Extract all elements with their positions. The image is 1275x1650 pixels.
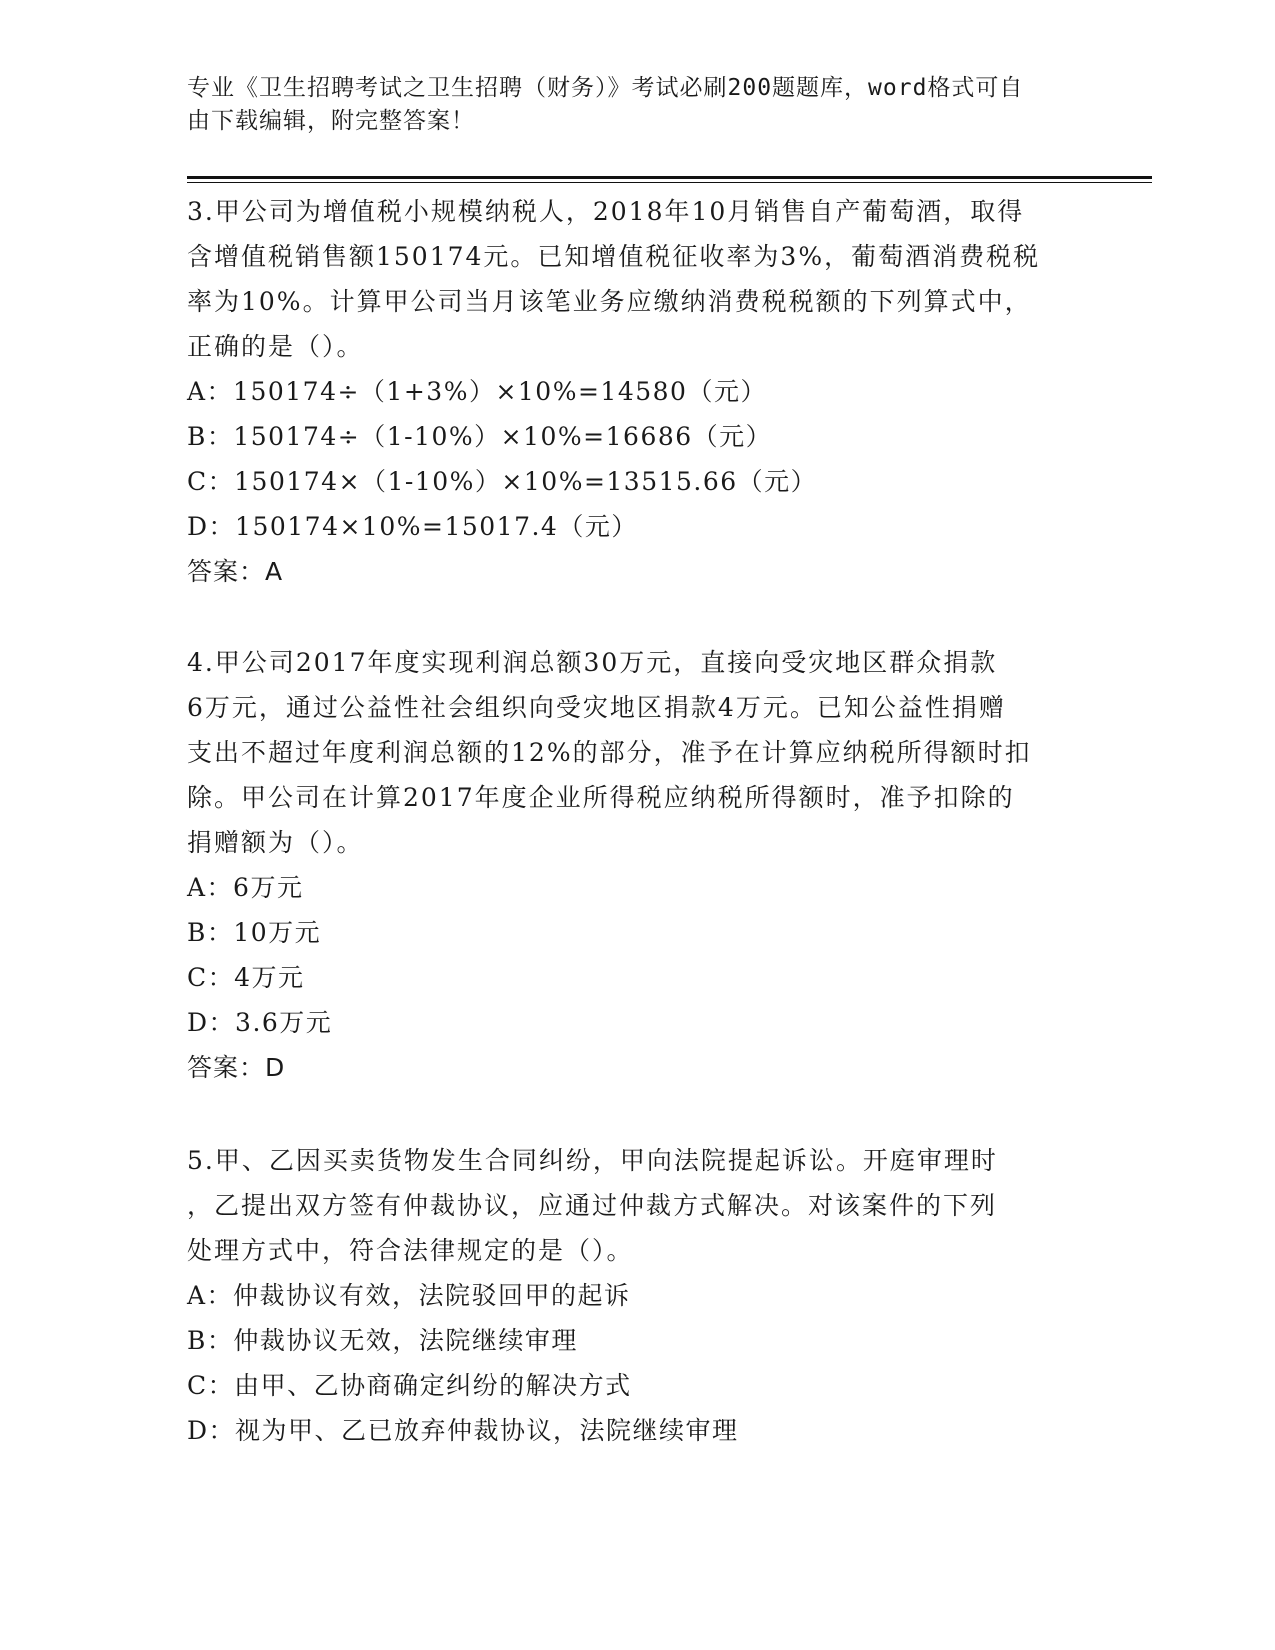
option-b: B：10万元	[187, 918, 322, 947]
question-stem-line: 正确的是（）。	[187, 332, 364, 361]
answer-label: 答案：D	[187, 1053, 286, 1082]
question-5	[187, 1138, 1087, 1453]
question-stem-line: 含增值税销售额150174元。已知增值税征收率为3%，葡萄酒消费税税	[187, 242, 1041, 271]
option-d: D：150174×10%=15017.4（元）	[187, 512, 638, 541]
question-stem-line: ，乙提出双方签有仲裁协议，应通过仲裁方式解决。对该案件的下列	[187, 1191, 998, 1220]
option-d: D：3.6万元	[187, 1008, 333, 1037]
answer-label: 答案：A	[187, 557, 284, 586]
option-a: A：6万元	[187, 873, 304, 902]
header-rule-thick	[187, 176, 1152, 179]
header-rule-thin	[187, 182, 1152, 183]
question-stem-line: 6万元，通过公益性社会组织向受灾地区捐款4万元。已知公益性捐赠	[187, 693, 1006, 722]
option-b: B：仲裁协议无效，法院继续审理	[187, 1326, 578, 1355]
option-c: C：150174×（1-10%）×10%=13515.66（元）	[187, 467, 818, 496]
question-stem-line: 处理方式中，符合法律规定的是（）。	[187, 1236, 634, 1265]
question-3	[187, 189, 1087, 594]
question-stem-line: 支出不超过年度利润总额的12%的部分，准予在计算应纳税所得额时扣	[187, 738, 1032, 767]
option-c: C：由甲、乙协商确定纠纷的解决方式	[187, 1371, 632, 1400]
document-header	[187, 72, 1067, 138]
question-stem-line: 4.甲公司2017年度实现利润总额30万元，直接向受灾地区群众捐款	[187, 648, 998, 677]
question-stem-line: 除。甲公司在计算2017年度企业所得税应纳税所得额时，准予扣除的	[187, 783, 1015, 812]
question-stem-line: 5.甲、乙因买卖货物发生合同纠纷，甲向法院提起诉讼。开庭审理时	[187, 1146, 998, 1175]
header-line-1: 专业《卫生招聘考试之卫生招聘（财务）》考试必刷200题题库，word格式可自	[187, 75, 1024, 101]
question-4	[187, 640, 1087, 1090]
question-stem-line: 3.甲公司为增值税小规模纳税人，2018年10月销售自产葡萄酒，取得	[187, 197, 1025, 226]
header-line-2: 由下载编辑，附完整答案！	[187, 108, 475, 134]
option-c: C：4万元	[187, 963, 305, 992]
option-b: B：150174÷（1-10%）×10%=16686（元）	[187, 422, 773, 451]
question-stem-line: 捐赠额为（）。	[187, 828, 364, 857]
option-a: A：仲裁协议有效，法院驳回甲的起诉	[187, 1281, 631, 1310]
option-a: A：150174÷（1+3%）×10%=14580（元）	[187, 377, 767, 406]
option-d: D：视为甲、乙已放弃仲裁协议，法院继续审理	[187, 1416, 739, 1445]
question-stem-line: 率为10%。计算甲公司当月该笔业务应缴纳消费税税额的下列算式中，	[187, 287, 1032, 316]
